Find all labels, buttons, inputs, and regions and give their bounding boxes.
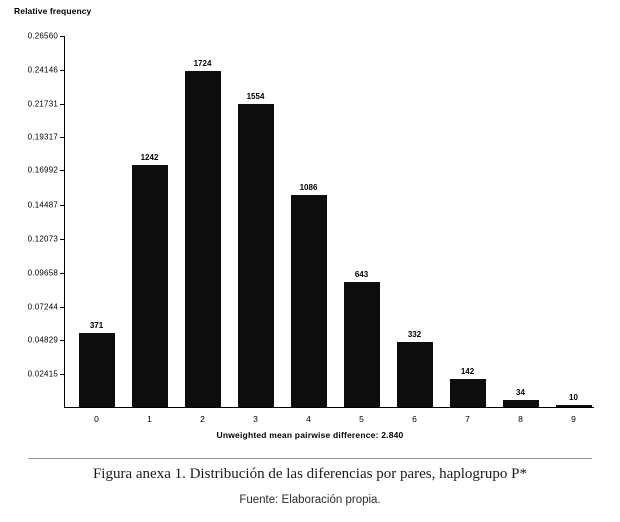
bar-value-label: 1086 — [299, 183, 318, 193]
bar-value-label: 1242 — [140, 153, 159, 163]
x-tick-label: 5 — [359, 414, 364, 424]
bar-value-label: 643 — [354, 269, 369, 279]
x-axis-line — [64, 407, 594, 408]
y-tick-label: 0.07244 — [27, 302, 58, 312]
y-tick-label: 0.19317 — [27, 132, 58, 142]
y-tick-label: 0.02415 — [27, 369, 58, 379]
bar-value-label: 10 — [569, 393, 578, 402]
bar-value-label: 34 — [516, 388, 525, 398]
bar — [556, 393, 592, 424]
y-tick-mark — [60, 137, 64, 138]
bar — [291, 183, 327, 424]
x-tick-label: 6 — [412, 414, 417, 424]
y-tick-label: 0.12073 — [27, 234, 58, 244]
bar — [238, 92, 274, 424]
y-tick-label: 0.14487 — [27, 200, 58, 210]
x-tick-label: 3 — [253, 414, 258, 424]
mean-annotation: Unweighted mean pairwise difference: 2.840 — [216, 430, 404, 440]
bar-value-label: 1554 — [246, 92, 265, 102]
x-tick-label: 0 — [94, 414, 99, 424]
bar — [397, 330, 433, 424]
y-tick-mark — [60, 170, 64, 171]
bar — [132, 153, 168, 424]
y-tick-label: 0.04829 — [27, 335, 58, 345]
figure-caption: Figura anexa 1. Distribución de las diferencias por pares, haplogrupo P* — [92, 466, 528, 482]
y-tick-mark — [60, 70, 64, 71]
y-axis-label: Relative frequency — [14, 6, 92, 16]
bar-value-label: 1724 — [193, 59, 212, 69]
y-tick-label: 0.21731 — [27, 99, 58, 109]
bar — [450, 367, 486, 424]
y-tick-label: 0.26560 — [27, 31, 58, 41]
bar — [503, 388, 539, 424]
x-tick-label: 2 — [200, 414, 205, 424]
x-tick-label: 9 — [571, 414, 576, 424]
bar — [79, 320, 115, 424]
bar-value-label: 371 — [89, 320, 104, 330]
y-tick-mark — [60, 104, 64, 105]
caption-divider — [28, 458, 592, 459]
y-tick-mark — [60, 307, 64, 308]
y-axis-line — [64, 36, 65, 408]
y-tick-label: 0.16992 — [27, 165, 58, 175]
plot-area — [27, 31, 594, 424]
bar — [185, 59, 221, 424]
y-tick-mark — [60, 205, 64, 206]
x-tick-label: 7 — [465, 414, 470, 424]
y-tick-mark — [60, 374, 64, 375]
x-tick-label: 8 — [518, 414, 523, 424]
x-tick-label: 1 — [147, 414, 152, 424]
y-tick-mark — [60, 273, 64, 274]
y-tick-mark — [60, 36, 64, 37]
figure-source: Fuente: Elaboración propia. — [239, 494, 381, 506]
bar-value-label: 142 — [460, 367, 475, 377]
bar-value-label: 332 — [407, 330, 422, 340]
bar — [344, 269, 380, 424]
y-tick-label: 0.09658 — [27, 268, 58, 278]
y-tick-mark — [60, 340, 64, 341]
y-tick-mark — [60, 239, 64, 240]
x-tick-label: 4 — [306, 414, 311, 424]
y-tick-label: 0.24146 — [27, 65, 58, 75]
